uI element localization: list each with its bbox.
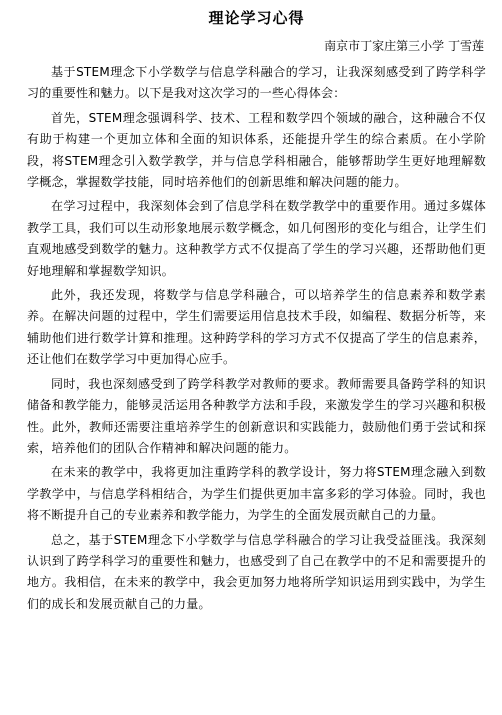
paragraph-literacy: 此外，我还发现，将数学与信息学科融合，可以培养学生的信息素养和数学素养。在解决问题的过程中，学生们需要运用信息技术手段，如编程、数据分析等，来辅助他们进行数学计算和推理。这种跨学科的学习方式不仅提高了学生的信息素养，还让他们在数学学习中更加得心应手。 xyxy=(27,288,486,367)
paragraph-information-role: 在学习过程中，我深刻体会到了信息学科在数学教学中的重要作用。通过多媒体教学工具，我们可以生动形象地展示数学概念，如几何图形的变化与组合，让学生们直观地感受到数学的魅力。这种教学方式不仅提高了学生的学习兴趣，还帮助他们更好地理解和掌握数学知识。 xyxy=(27,199,486,278)
paragraph-teacher-requirements: 同时，我也深刻感受到了跨学科教学对教师的要求。教师需要具备跨学科的知识储备和教学能力，能够灵活运用各种教学方法和手段，来激发学生的学习兴趣和积极性。此外，教师还需要注重培养学生的创新意识和实践能力，鼓励他们勇于尝试和探索，培养他们的团队合作精神和解决问题的能力。 xyxy=(27,376,486,455)
paragraph-stem-concept: 首先，STEM理念强调科学、技术、工程和数学四个领域的融合，这种融合不仅有助于构建一个更加立体和全面的知识体系，还能提升学生的综合素质。在小学阶段，将STEM理念引入数学教学，并与信息学科相融合，能够帮助学生更好地理解数学概念，掌握数学技能，同时培养他们的创新思维和解决问题的能力。 xyxy=(27,110,486,190)
paragraph-future-teaching: 在未来的教学中，我将更加注重跨学科的教学设计，努力将STEM理念融入到数学教学中，与信息学科相结合，为学生们提供更加丰富多彩的学习体验。同时，我也将不断提升自己的专业素养和教学能力，为学生的全面发展贡献自己的力量。 xyxy=(27,465,486,523)
page-title: 理论学习心得 xyxy=(208,9,305,27)
paragraph-intro: 基于STEM理念下小学数学与信息学科融合的学习，让我深刻感受到了跨学科学习的重要性和魅力。以下是我对这次学习的一些心得体会： xyxy=(27,65,486,101)
author-line: 南京市丁家庄第三小学 丁雪莲 xyxy=(324,39,484,53)
paragraph-conclusion: 总之，基于STEM理念下小学数学与信息学科融合的学习让我受益匪浅。我深刻认识到了跨学科学习的重要性和魅力，也感受到了自己在教学中的不足和需要提升的地方。我相信，在未来的教学中，我会更加努力地将所学知识运用到实践中，为学生们的成长和发展贡献自己的力量。 xyxy=(27,532,486,611)
